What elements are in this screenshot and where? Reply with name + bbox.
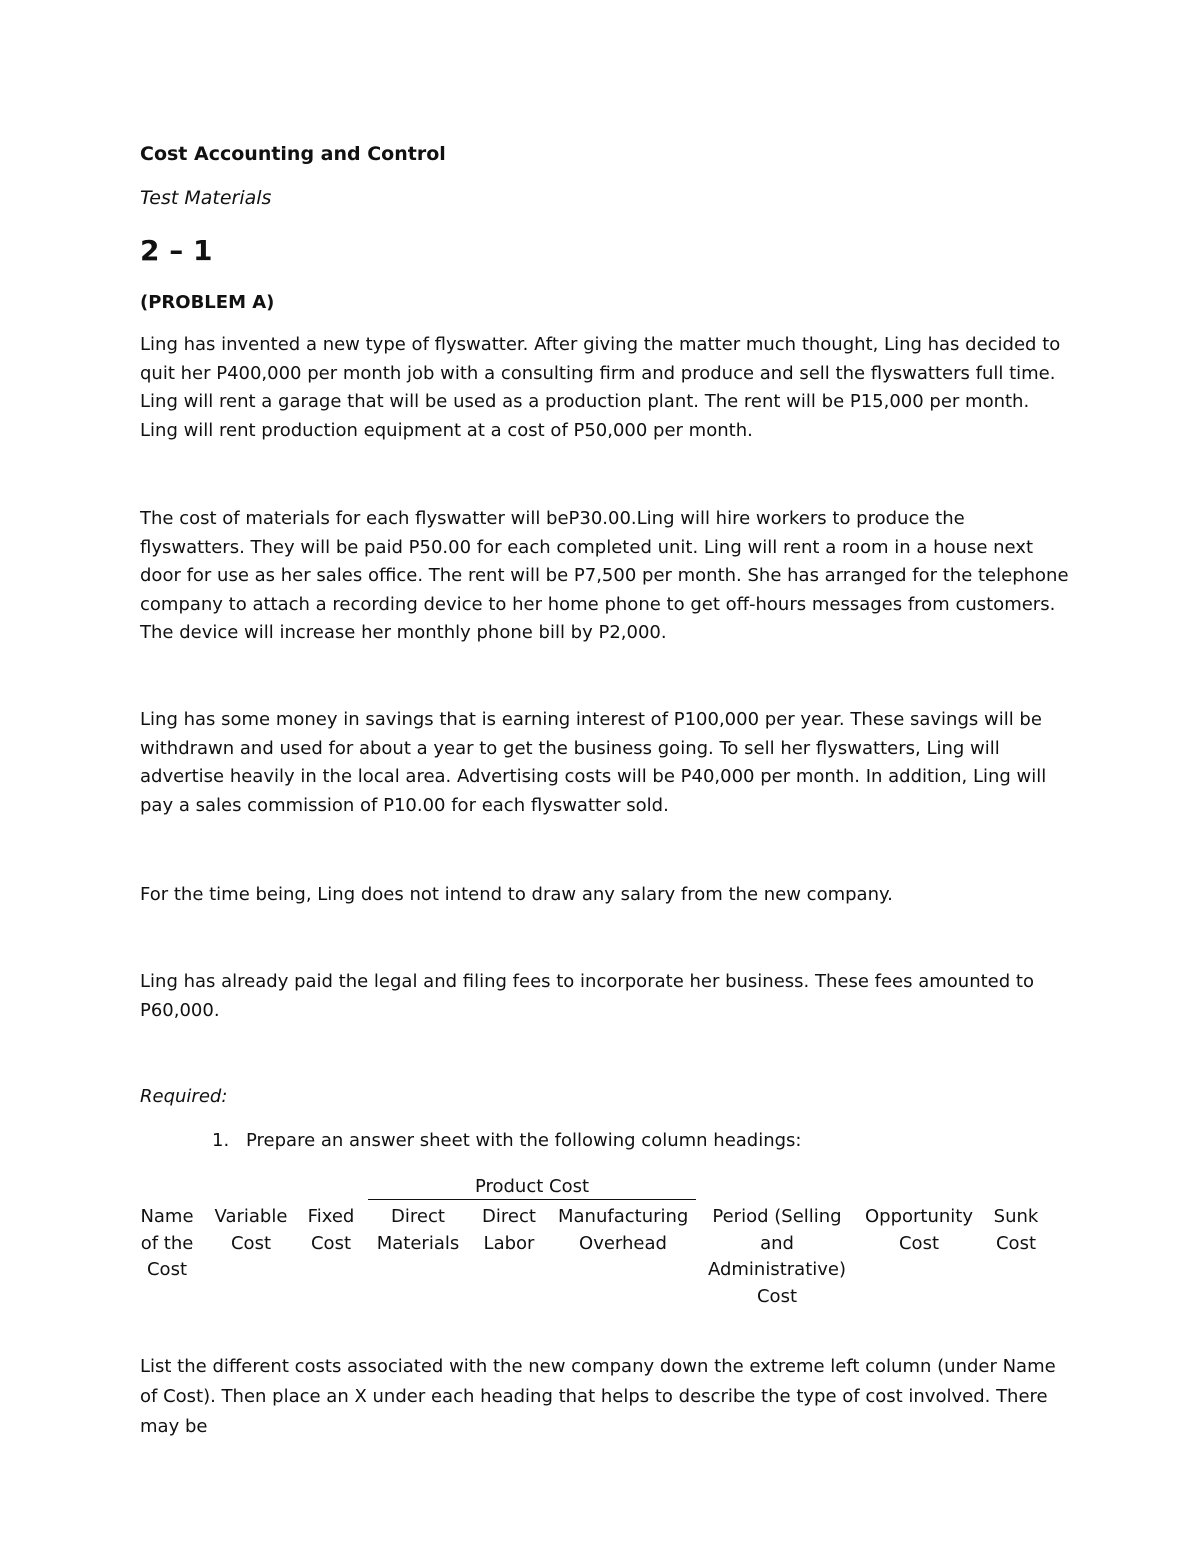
item-number: 1. bbox=[212, 1130, 230, 1151]
item-text: Prepare an answer sheet with the following column headings: bbox=[246, 1130, 802, 1151]
column-heading-direct-materials: Direct Materials bbox=[376, 1206, 460, 1254]
problem-label: (PROBLEM A) bbox=[140, 292, 275, 313]
product-cost-group-header: Product Cost bbox=[368, 1176, 696, 1200]
paragraph-5: Ling has already paid the legal and filing fees to incorporate her business. These fees amounted to P60,000. bbox=[140, 971, 1034, 1021]
column-heading-opportunity-cost: Opportunity Cost bbox=[865, 1206, 974, 1254]
column-heading-name-of-cost: Name of the Cost bbox=[140, 1206, 194, 1280]
column-heading-period-cost: Period (Selling and Administrative) Cost bbox=[707, 1206, 847, 1307]
course-title: Cost Accounting and Control bbox=[140, 143, 446, 165]
required-item-1 bbox=[212, 1130, 802, 1151]
column-heading-variable-cost: Variable Cost bbox=[214, 1206, 288, 1254]
paragraph-4: For the time being, Ling does not intend to draw any salary from the new company. bbox=[140, 884, 893, 905]
paragraph-3: Ling has some money in savings that is earning interest of P100,000 per year. These savings will be withdrawn and used for about a year to get the business going. To sell her flyswatters, Ling will advertise heavily in the local area. Advertising costs will be P40,000 per month. In addition, Ling will pay a sales commission of P10.00 for each flyswatter sold. bbox=[140, 709, 1047, 816]
paragraph-1: Ling has invented a new type of flyswatter. After giving the matter much thought, Ling has decided to quit her P400,000 per month job with a consulting firm and produce and sell the flyswatters full time. Ling will rent a garage that will be used as a production plant. The rent will be P15,000 per month. Ling will rent production equipment at a cost of P50,000 per month. bbox=[140, 334, 1061, 441]
column-heading-sunk-cost: Sunk Cost bbox=[993, 1206, 1039, 1254]
paragraph-2: The cost of materials for each flyswatter will beP30.00.Ling will hire workers to produce the flyswatters. They will be paid P50.00 for each completed unit. Ling will rent a room in a house next door for use as her sales office. The rent will be P7,500 per month. She has arranged for the telephone company to attach a recording device to her home phone to get off-hours messages from customers. The device will increase her monthly phone bill by P2,000. bbox=[140, 508, 1069, 643]
column-heading-direct-labor: Direct Labor bbox=[482, 1206, 536, 1254]
required-label: Required: bbox=[140, 1086, 228, 1107]
document-subtitle: Test Materials bbox=[140, 187, 272, 209]
closing-paragraph: List the different costs associated with the new company down the extreme left column (under Name of Cost). Then place an X under each heading that helps to describe the type of cost involved. There may be bbox=[140, 1356, 1056, 1437]
column-heading-manufacturing-overhead: Manufacturing Overhead bbox=[558, 1206, 689, 1254]
column-heading-fixed-cost: Fixed Cost bbox=[307, 1206, 355, 1254]
problem-number: 2 – 1 bbox=[140, 234, 213, 267]
